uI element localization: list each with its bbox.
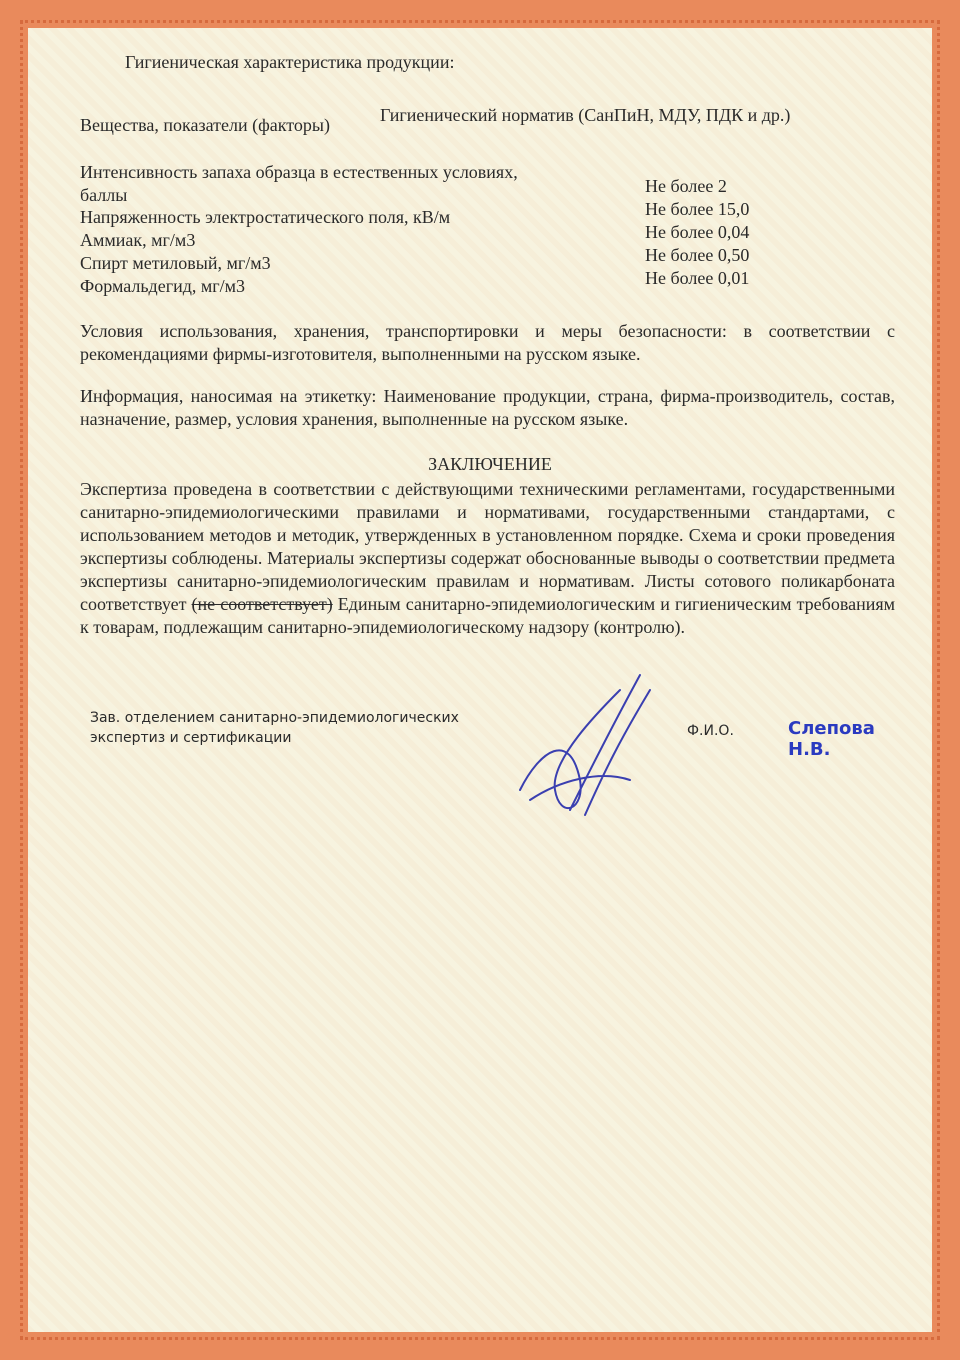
conclusion-title: ЗАКЛЮЧЕНИЕ <box>428 454 552 474</box>
indicator-name: Аммиак, мг/м3 <box>80 230 196 250</box>
section-heading: Гигиеническая характеристика продукции: <box>125 52 455 72</box>
document-page <box>80 40 900 1320</box>
label-info-paragraph: Информация, наносимая на этикетку: Наименование продукции, страна, фирма-производитель, состав, назначение, размер, условия хранения, выполненные на русском языке. <box>80 386 895 429</box>
conclusion-text: Экспертиза проведена в соответствии с действующими техническими регламентами, государственными санитарно-эпидемиологическими правилами и нормативами, государственными стандартами, с использованием методов и методик, утвержденных в установленном порядке. Схема и сроки проведения экспертизы соблюдены. Материалы экспертизы содержат обоснованные выводы о соответствии предмета экспертизы санитарно-эпидемиологическим правилам и нормативам. Листы сотового поликарбоната соответствует <box>80 479 895 614</box>
indicator-name: Формальдегид, мг/м3 <box>80 276 246 296</box>
conclusion-strikethrough: (не соответствует) <box>191 594 333 614</box>
indicator-name: Спирт метиловый, мг/м3 <box>80 253 271 273</box>
indicator-value: Не более 0,04 <box>645 222 750 242</box>
signatory-position-line1: Зав. отделением санитарно-эпидемиологических <box>90 710 459 726</box>
conditions-paragraph: Условия использования, хранения, транспортировки и меры безопасности: в соответствии с рекомендациями фирмы-изготовителя, выполненными на русском языке. <box>80 321 895 364</box>
indicator-value: Не более 15,0 <box>645 199 750 219</box>
column-header-right: Гигиенический норматив (СанПиН, МДУ, ПДК и др.) <box>380 105 791 125</box>
signatory-name-stamp: Слепова Н.В. <box>788 718 875 760</box>
indicator-name: баллы <box>80 185 128 205</box>
conclusion-text-end: Единым санитарно-эпидемиологическим и гигиеническим требованиям к товарам, подлежащим санитарно-эпидемиологическому надзору (контролю). <box>80 594 895 637</box>
column-header-left: Вещества, показатели (факторы) <box>80 115 330 135</box>
fio-label: Ф.И.О. <box>687 723 734 739</box>
indicator-name: Напряженность электростатического поля, кВ/м <box>80 207 451 227</box>
signatory-position-line2: экспертиз и сертификации <box>90 730 292 746</box>
indicator-value: Не более 0,50 <box>645 245 750 265</box>
indicator-name: Интенсивность запаха образца в естественных условиях, <box>80 162 518 182</box>
indicator-value: Не более 2 <box>645 176 727 196</box>
signature-icon <box>510 670 660 830</box>
indicator-value: Не более 0,01 <box>645 268 750 288</box>
conclusion-paragraph <box>80 478 895 639</box>
